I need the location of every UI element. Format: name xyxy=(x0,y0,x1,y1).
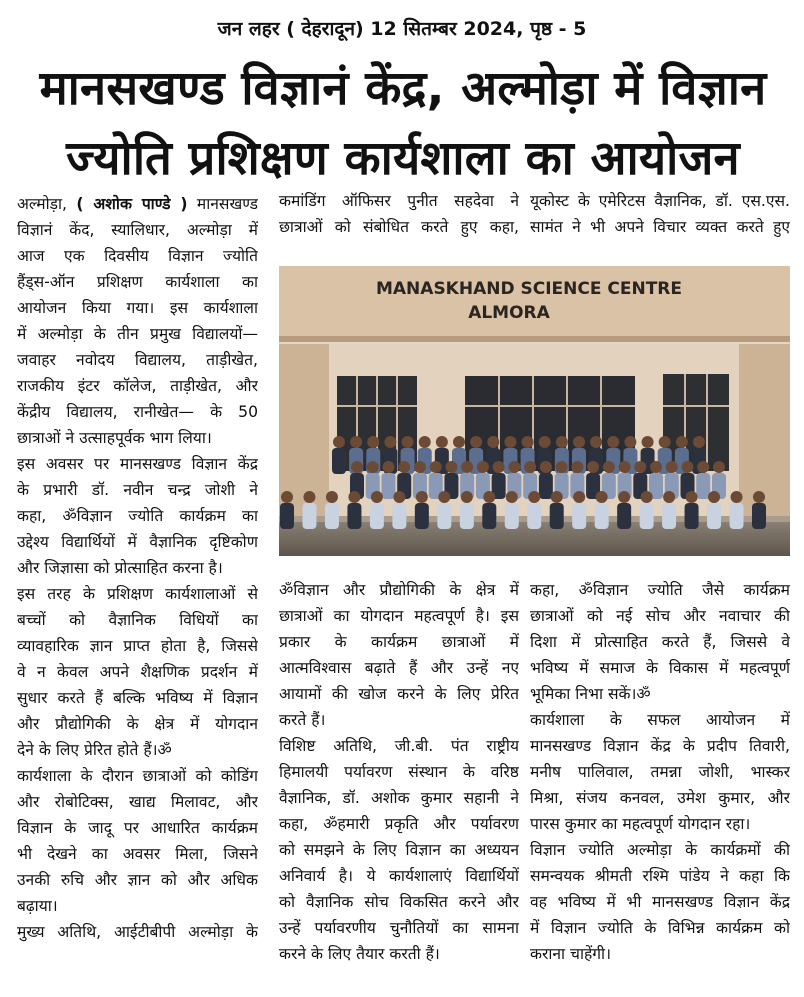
column-line: विज्ञान के जादू पर आधारित कार्यक्रम xyxy=(17,819,258,837)
column-line: व्यावहारिक ज्ञान प्राप्त होता है, जिससे xyxy=(17,637,258,655)
column-line: भूमिका निभा सकें।ॐ xyxy=(530,685,651,703)
student-head xyxy=(281,491,293,503)
column-line: उन्हें पर्यावरणीय चुनौतियों का सामना xyxy=(279,919,519,937)
student-figure xyxy=(595,503,609,529)
student-head xyxy=(506,491,518,503)
student-figure xyxy=(370,503,384,529)
student-head xyxy=(493,461,505,473)
column-line: राजकीय इंटर कॉलेज, ताड़ीखेत, और xyxy=(17,377,258,395)
student-head xyxy=(539,436,551,448)
student-head xyxy=(487,436,499,448)
student-figure xyxy=(527,503,541,529)
column-line: विज्ञान ज्योति अल्मोड़ा के कार्यक्रमों की xyxy=(530,841,790,859)
student-figure xyxy=(332,448,346,474)
student-head xyxy=(618,491,630,503)
student-head xyxy=(436,436,448,448)
student-head xyxy=(650,461,662,473)
student-head xyxy=(596,491,608,503)
article-column-2-top xyxy=(279,188,519,244)
student-head xyxy=(470,436,482,448)
student-figure xyxy=(415,503,429,529)
student-figure xyxy=(707,503,721,529)
column-line: आयामों की खोज करने के लिए प्रेरित xyxy=(279,685,519,703)
column-line: और प्रौद्योगिकी के क्षेत्र में योगदान xyxy=(17,715,258,733)
article-column-1 xyxy=(17,191,258,997)
column-line: में विज्ञान ज्योति के विभिन्न कार्यक्रम को xyxy=(530,919,790,937)
student-head xyxy=(393,491,405,503)
column-line: जवाहर नवोदय विद्यालय, ताड़ीखेत, xyxy=(17,351,258,369)
student-figure xyxy=(662,503,676,529)
article-column-3-bottom xyxy=(530,577,790,997)
student-head xyxy=(603,461,615,473)
column-line: उद्देश्य विद्यार्थियों में वैज्ञानिक दृष्टिकोण xyxy=(17,533,258,551)
column-line: और जिज्ञासा को प्रोत्साहित करना है। xyxy=(17,559,223,577)
column-line: छात्राओं को नई सोच और नवाचार की xyxy=(530,607,790,625)
student-head xyxy=(682,461,694,473)
sign-line-1: MANASKHAND SCIENCE CENTRE xyxy=(375,279,683,299)
column-line: मनीष पालिवाल, तमन्ना जोशी, भास्कर xyxy=(530,763,790,781)
student-head xyxy=(398,461,410,473)
column-line: बच्चों को वैज्ञानिक विधियों का xyxy=(17,611,258,629)
column-line: छात्राओं का योगदान महत्वपूर्ण है। इस xyxy=(279,607,519,625)
student-head xyxy=(461,491,473,503)
column-line: मानसखण्ड विज्ञान केंद्र के प्रदीप तिवारी, xyxy=(530,737,790,755)
column-line: इस तरह के प्रशिक्षण कार्यशालाओं से xyxy=(17,585,258,603)
student-head xyxy=(350,436,362,448)
student-head xyxy=(438,491,450,503)
column-line: भविष्य में समाज के विकास में महत्वपूर्ण xyxy=(530,659,790,677)
student-head xyxy=(367,461,379,473)
student-head xyxy=(731,491,743,503)
student-figure xyxy=(696,473,710,499)
student-head xyxy=(371,491,383,503)
student-figure xyxy=(325,503,339,529)
dateline-place: अल्मोड़ा, xyxy=(17,195,67,213)
student-figure xyxy=(550,503,564,529)
student-head xyxy=(624,436,636,448)
student-head xyxy=(402,436,414,448)
column-line: पारस कुमार का महत्वपूर्ण योगदान रहा। xyxy=(530,815,751,833)
column-1-body xyxy=(17,217,258,945)
student-head xyxy=(753,491,765,503)
column-line: यूकोस्ट के एमेरिटस वैज्ञानिक, डॉ. एस.एस. xyxy=(530,192,790,210)
student-head xyxy=(708,491,720,503)
column-line: अनिवार्य है। ये कार्यशालाएं विद्यार्थियों xyxy=(279,867,519,885)
column-line: विशिष्ट अतिथि, जी.बी. पंत राष्ट्रीय xyxy=(279,737,519,755)
dateline-rest: मानसखण्ड xyxy=(196,195,258,213)
column-line: आयोजन किया गया। इस कार्यशाला xyxy=(17,299,258,317)
student-head xyxy=(619,461,631,473)
student-head xyxy=(414,461,426,473)
column-line: देने के लिए प्रेरित होते हैं।ॐ xyxy=(17,741,172,759)
column-line: को समझने के लिए विज्ञान का अध्ययन xyxy=(279,841,519,859)
student-figure xyxy=(392,503,406,529)
student-head xyxy=(303,491,315,503)
student-head xyxy=(384,436,396,448)
column-line: कहा, ॐविज्ञान ज्योति जैसे कार्यक्रम xyxy=(530,581,790,599)
student-head xyxy=(508,461,520,473)
column-line: मिश्रा, संजय कनवल, उमेश कुमार, और xyxy=(530,789,790,807)
column-line: हिमालयी पर्यावरण संस्थान के वरिष्ठ xyxy=(279,763,519,781)
column-line: विज्ञानं केंद, स्यालिधार, अल्मोड़ा में xyxy=(17,221,258,239)
headline-line-1: मानसखण्ड विज्ञानं केंद्र, अल्मोड़ा में विज्ञान xyxy=(39,61,767,116)
student-figure xyxy=(437,503,451,529)
column-line: कहा, ॐविज्ञान ज्योति कार्यक्रम का xyxy=(17,507,258,525)
student-head xyxy=(659,436,671,448)
column-line: कमांडिंग ऑफिसर पुनीत सहदेवा ने xyxy=(279,192,519,210)
column-line: सुधार करते हैं बल्कि भविष्य में विज्ञान xyxy=(17,689,258,707)
column-line: वे न केवल अपने शैक्षणिक प्रदर्शन में xyxy=(17,663,258,681)
student-head xyxy=(524,461,536,473)
student-figure xyxy=(752,503,766,529)
column-line: भी देखने का अवसर मिला, जिसने xyxy=(17,845,258,863)
student-figure xyxy=(685,503,699,529)
student-head xyxy=(504,436,516,448)
student-figure xyxy=(280,503,294,529)
column-line: ॐविज्ञान और प्रौद्योगिकी के क्षेत्र में xyxy=(279,581,519,599)
column-line: छात्राओं को संबोधित करते हुए कहा, xyxy=(279,218,519,236)
student-head xyxy=(634,461,646,473)
student-head xyxy=(445,461,457,473)
student-head xyxy=(676,436,688,448)
student-head xyxy=(540,461,552,473)
column-line: और रोबोटिक्स, खाद्य मिलावट, और xyxy=(17,793,258,811)
article-column-3-top xyxy=(530,188,790,244)
student-head xyxy=(348,491,360,503)
column-line: समन्वयक श्रीमती रश्मि पांडेय ने कहा कि xyxy=(530,867,790,885)
student-head xyxy=(551,491,563,503)
column-line: के प्रभारी डॉ. नवीन चन्द्र जोशी ने xyxy=(17,481,258,499)
student-figure xyxy=(640,503,654,529)
photo-illustration xyxy=(279,266,790,556)
headline-line-2: ज्योति प्रशिक्षण कार्यशाला का आयोजन xyxy=(66,131,740,186)
student-figure xyxy=(347,503,361,529)
student-head xyxy=(522,436,534,448)
headline xyxy=(18,54,788,194)
column-line: दिशा में प्रोत्साहित करते हैं, जिससे वे xyxy=(530,633,790,651)
student-head xyxy=(693,436,705,448)
masthead: जन लहर ( देहरादून) 12 सितम्बर 2024, पृष्ठ - 5 xyxy=(217,18,587,40)
student-head xyxy=(641,491,653,503)
article-column-2-bottom xyxy=(279,577,519,997)
student-head xyxy=(326,491,338,503)
student-head xyxy=(642,436,654,448)
column-line: कार्यशाला के दौरान छात्राओं को कोडिंग xyxy=(17,767,258,785)
student-figure xyxy=(572,503,586,529)
column-line: आज एक दिवसीय विज्ञान ज्योति xyxy=(17,247,258,265)
sign-line-2: ALMORA xyxy=(468,303,550,323)
student-head xyxy=(590,436,602,448)
student-figure xyxy=(460,503,474,529)
column-line: आत्मविश्वास बढ़ाते हैं और उन्हें नए xyxy=(279,659,519,677)
student-figure xyxy=(730,503,744,529)
student-head xyxy=(663,491,675,503)
student-head xyxy=(573,491,585,503)
student-head xyxy=(666,461,678,473)
student-head xyxy=(382,461,394,473)
student-head xyxy=(556,436,568,448)
student-head xyxy=(416,491,428,503)
column-line: केंद्रीय विद्यालय, रानीखेत— के 50 xyxy=(17,403,258,421)
student-figure xyxy=(539,473,553,499)
student-head xyxy=(333,436,345,448)
column-line: कराना चाहेंगी। xyxy=(530,945,611,963)
student-figure xyxy=(482,503,496,529)
student-figure xyxy=(381,473,395,499)
student-head xyxy=(419,436,431,448)
column-line: कार्यशाला के सफल आयोजन में xyxy=(530,711,790,729)
column-line: को वैज्ञानिक सोच विकसित करने और xyxy=(279,893,519,911)
column-line: करते हैं। xyxy=(279,711,326,729)
student-head xyxy=(607,436,619,448)
column-line: बढ़ाया। xyxy=(17,897,58,915)
column-line: प्रकार के कार्यक्रम छात्राओं में xyxy=(279,633,519,651)
student-figure xyxy=(505,503,519,529)
column-line: मुख्य अतिथि, आईटीबीपी अल्मोड़ा के xyxy=(17,923,258,941)
column-line: सामंत ने भी अपने विचार व्यक्त करते हुए xyxy=(530,218,790,236)
student-head xyxy=(528,491,540,503)
column-line: करने के लिए तैयार करती हैं। xyxy=(279,945,440,963)
student-head xyxy=(367,436,379,448)
student-head xyxy=(483,491,495,503)
column-line: में अल्मोड़ा के तीन प्रमुख विद्यालयों— xyxy=(17,325,258,343)
column-line: वह भविष्य में भी मानसखण्ड विज्ञान केंद्र xyxy=(530,893,790,911)
student-head xyxy=(351,461,363,473)
student-head xyxy=(477,461,489,473)
student-head xyxy=(697,461,709,473)
group-photo xyxy=(279,266,790,556)
student-head xyxy=(453,436,465,448)
column-line: हैंड्स-ऑन प्रशिक्षण कार्यशाला का xyxy=(17,273,258,291)
student-head xyxy=(686,491,698,503)
student-head xyxy=(430,461,442,473)
column-line xyxy=(17,191,258,217)
column-line: इस अवसर पर मानसखण्ड विज्ञान केंद्र xyxy=(17,455,258,473)
student-head xyxy=(461,461,473,473)
student-head xyxy=(573,436,585,448)
student-head xyxy=(587,461,599,473)
student-figure xyxy=(302,503,316,529)
column-line: वैज्ञानिक, डॉ. अशोक कुमार सहानी ने xyxy=(279,789,519,807)
byline: ( अशोक पाण्डे ) xyxy=(76,195,188,213)
column-line: छात्राओं ने उत्साहपूर्वक भाग लिया। xyxy=(17,429,212,447)
student-head xyxy=(713,461,725,473)
column-line: उनकी रुचि और ज्ञान को और अधिक xyxy=(17,871,258,889)
column-line: कहा, ॐहमारी प्रकृति और पर्यावरण xyxy=(279,815,519,833)
student-figure xyxy=(617,503,631,529)
student-head xyxy=(556,461,568,473)
student-head xyxy=(571,461,583,473)
